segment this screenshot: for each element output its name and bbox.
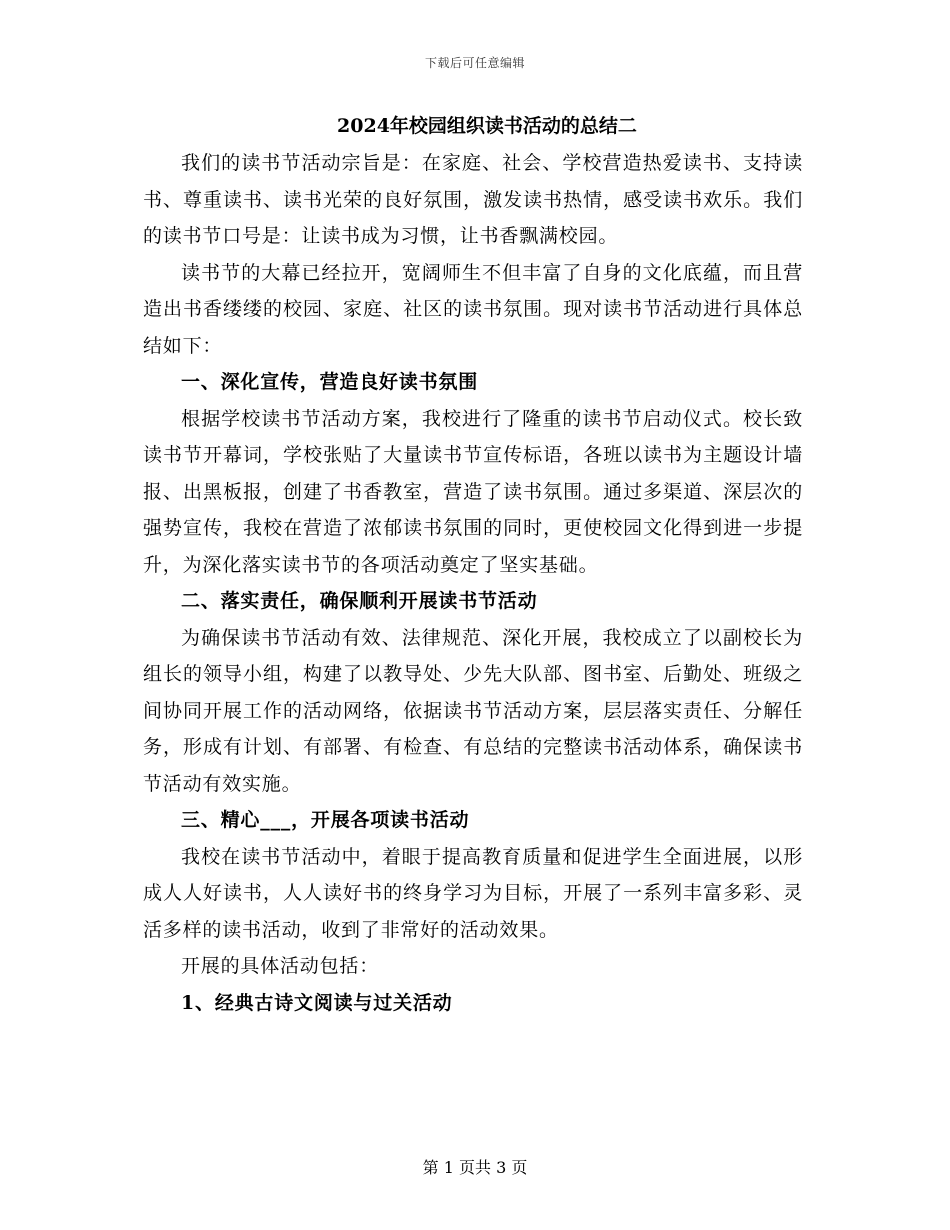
paragraph-intro: 读书节的大幕已经拉开，宽阔师生不但丰富了自身的文化底蕴，而且营造出书香缕缕的校园、家庭、社区的读书氛围。现对读书节活动进行具体总结如下： (143, 261, 803, 357)
section-heading-2: 二、落实责任，确保顺利开展读书节活动 (181, 590, 538, 612)
paragraph-section-2: 为确保读书节活动有效、法律规范、深化开展，我校成立了以副校长为组长的领导小组，构建了以教导处、少先大队部、图书室、后勤处、班级之间协同开展工作的活动网络，依据读书节活动方案，层层落实责任、分解任务，形成有计划、有部署、有检查、有总结的完整读书活动体系，确保读书节活动有效实施。 (143, 626, 803, 795)
document-title: 2024年校园组织读书活动的总结二 (337, 115, 637, 137)
page-number: 第 1 页共 3 页 (422, 1158, 528, 1177)
paragraph-purpose: 我们的读书节活动宗旨是：在家庭、社会、学校营造热爱读书、支持读书、尊重读书、读书光荣的良好氛围，激发读书热情，感受读书欢乐。我们的读书节口号是：让读书成为习惯，让书香飘满校园。 (143, 152, 803, 247)
paragraph-section-1: 根据学校读书节活动方案，我校进行了隆重的读书节启动仪式。校长致读书节开幕词，学校张贴了大量读书节宣传标语，各班以读书为主题设计墙报、出黑板报，创建了书香教室，营造了读书氛围。通过多渠道、深层次的强势宣传，我校在营造了浓郁读书氛围的同时，更使校园文化得到进一步提升，为深化落实读书节的各项活动奠定了坚实基础。 (143, 407, 803, 576)
paragraph-section-3: 我校在读书节活动中，着眼于提高教育质量和促进学生全面进展，以形成人人好读书，人人读好书的终身学习为目标，开展了一系列丰富多彩、灵活多样的读书活动，收到了非常好的活动效果。 (143, 845, 803, 941)
subsection-heading-1: 1、经典古诗文阅读与过关活动 (181, 991, 453, 1014)
section-heading-3: 三、精心___，开展各项读书活动 (181, 809, 470, 831)
document-body (143, 107, 803, 1021)
paragraph-activities-lead: 开展的具体活动包括： (181, 955, 380, 977)
header-note: 下载后可任意编辑 (424, 56, 525, 70)
section-heading-1: 一、深化宣传，营造良好读书氛围 (181, 371, 479, 393)
